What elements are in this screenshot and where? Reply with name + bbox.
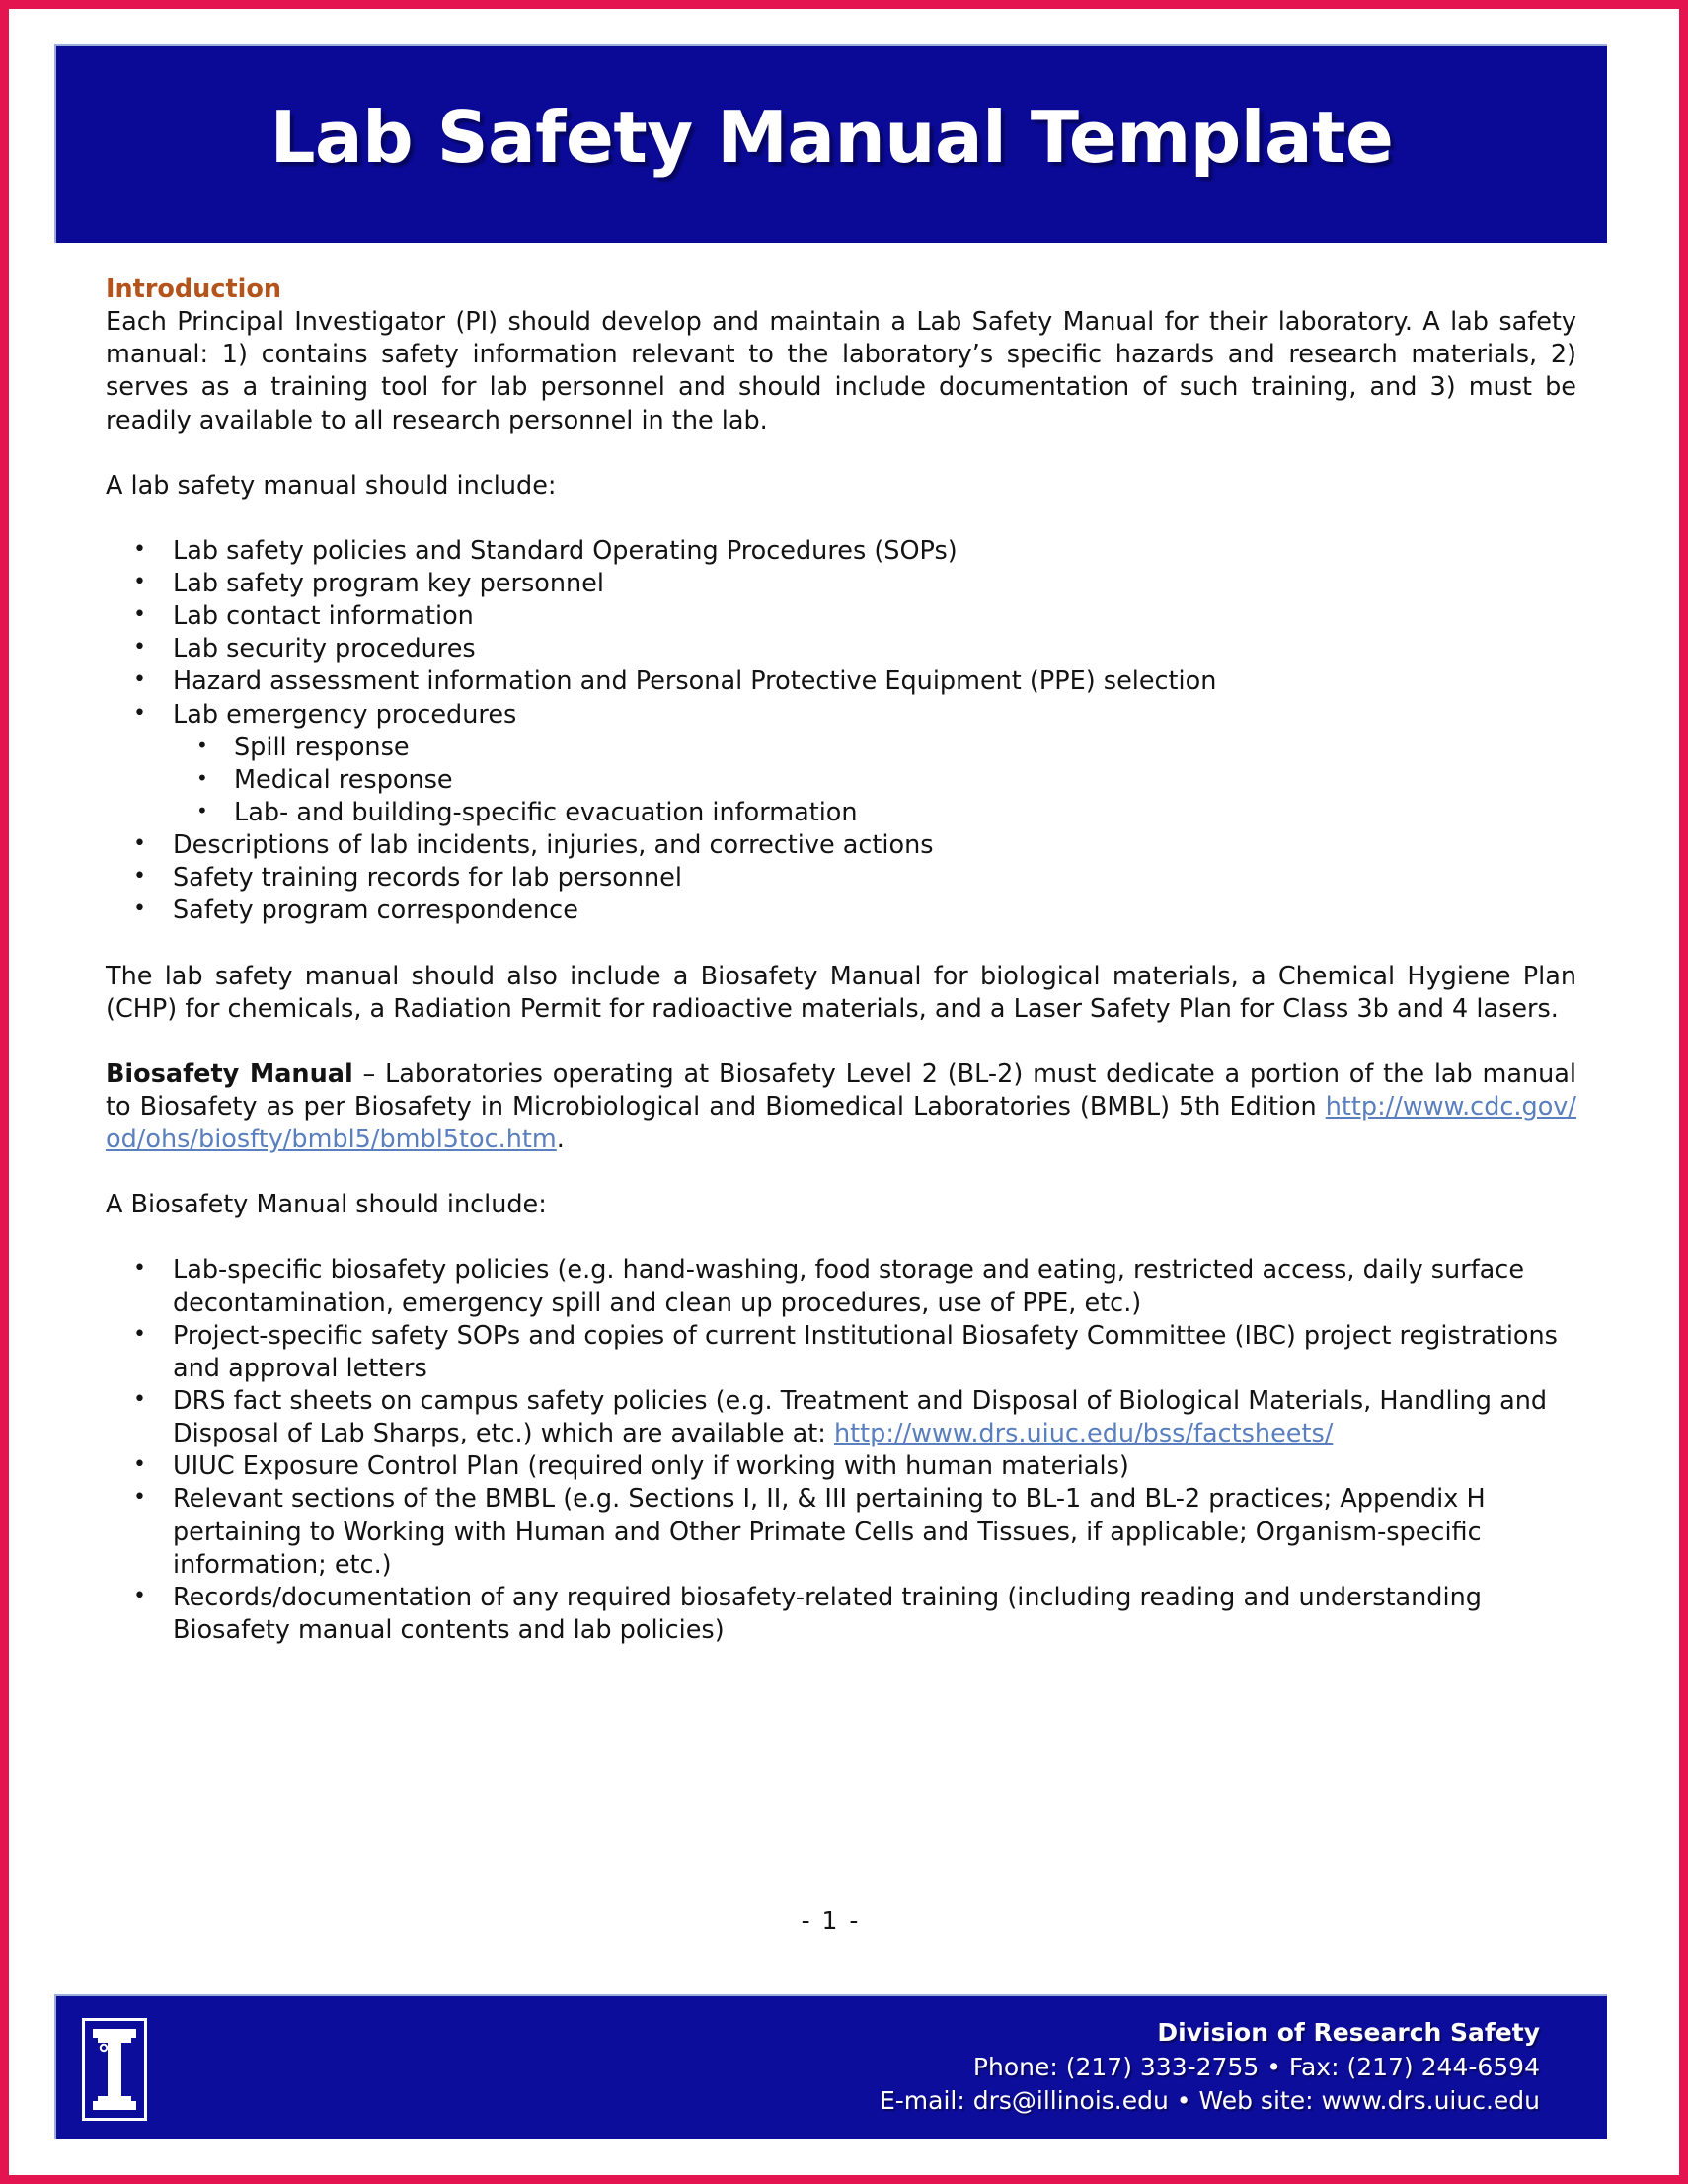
- biosafety-lead-in: A Biosafety Manual should include:: [106, 1190, 547, 1220]
- spacer: [106, 503, 1576, 535]
- bullet-glyph: •: [133, 1256, 146, 1282]
- spacer: [106, 1221, 1576, 1254]
- list-item-label: Relevant sections of the BMBL (e.g. Sections I, II, & III pertaining to BL-1 and BL-2 practices; Appendix H pertaining to Working with Human and Other Primate Cells and Tissues, if applicable; Organism-specific information; etc.): [173, 1484, 1486, 1580]
- list-item-label: Descriptions of lab incidents, injuries, and corrective actions: [173, 830, 934, 861]
- bullet-glyph: •: [133, 1452, 146, 1478]
- list-item-label: Lab emergency procedures: [173, 699, 517, 730]
- biosafety-manual-list: [106, 1254, 1576, 1647]
- bullet-glyph: •: [196, 733, 208, 757]
- list-item-label: Lab safety policies and Standard Operating Procedures (SOPs): [173, 535, 958, 566]
- list-item-label: UIUC Exposure Control Plan (required only if working with human materials): [173, 1451, 1129, 1482]
- list-item-label: Lab security procedures: [173, 634, 476, 664]
- sub-list-item: [173, 732, 1576, 764]
- list-item: [106, 1582, 1576, 1647]
- list-item-label: Safety program correspondence: [173, 896, 578, 926]
- list-item: [106, 1483, 1576, 1581]
- page-number: - 1 -: [801, 1907, 861, 1935]
- sub-list-item: [173, 764, 1576, 797]
- bullet-glyph: •: [133, 864, 146, 890]
- sub-list-item: [173, 797, 1576, 829]
- list-item: [106, 829, 1576, 862]
- footer-phone-fax: Phone: (217) 333-2755 • Fax: (217) 244-6594: [972, 2052, 1540, 2081]
- bullet-glyph: •: [133, 635, 146, 661]
- document-body: [106, 273, 1576, 1647]
- lab-safety-manual-list: [106, 535, 1576, 928]
- footer-email-web: E-mail: drs@illinois.edu • Web site: www.drs.uiuc.edu: [879, 2086, 1540, 2115]
- list-item-label: Lab contact information: [173, 601, 474, 632]
- bullet-glyph: •: [133, 602, 146, 628]
- list-item-label: [173, 1385, 1576, 1450]
- list-item: [106, 895, 1576, 927]
- list-item: [106, 568, 1576, 600]
- document-page: [54, 44, 1647, 2145]
- document-title: Lab Safety Manual Template: [269, 96, 1394, 179]
- introduction-paragraph: Each Principal Investigator (PI) should develop and maintain a Lab Safety Manual for their laboratory. A lab safety manual: 1) contains safety information relevant to the laboratory’s specific hazards and research materials, 2) serves as a training tool for lab personnel and should include documentation of such training, and 3) must be readily available to all research personnel in the lab.: [106, 307, 1576, 435]
- bullet-glyph: •: [133, 700, 146, 726]
- lab-emergency-procedures-sublist: [173, 732, 1576, 829]
- footer-band: [54, 1994, 1607, 2139]
- block-i-logo-icon: [82, 2018, 147, 2121]
- list-item: [106, 633, 1576, 665]
- list-item: [106, 1320, 1576, 1385]
- list-item: [106, 535, 1576, 568]
- title-banner: [54, 44, 1607, 243]
- list-item-label: Safety training records for lab personnel: [173, 863, 682, 894]
- list-item: [106, 600, 1576, 633]
- sub-list-item-label: Lab- and building-specific evacuation information: [234, 797, 858, 827]
- list-item: [106, 665, 1576, 698]
- spacer: [106, 437, 1576, 470]
- bullet-glyph: •: [133, 1485, 146, 1511]
- drs-factsheets-link[interactable]: http://www.drs.uiuc.edu/bss/factsheets/: [833, 1419, 1334, 1449]
- bullet-glyph: •: [133, 831, 146, 857]
- list-item-text: DRS fact sheets on campus safety policies (e.g. Treatment and Disposal of Biological Materials, Handling and Disposal of Lab Sharps, etc.) which are available at:: [173, 1385, 1548, 1449]
- list-item: [106, 1254, 1576, 1319]
- biosafety-manual-text: – Laboratories operating at Biosafety Level 2 (BL-2) must dedicate a portion of the lab manual to Biosafety as per Biosafety in Microbiological and Biomedical Laboratories (BMBL) 5th Edition: [106, 1058, 1577, 1122]
- bullet-glyph: •: [133, 1583, 146, 1608]
- bullet-glyph: •: [133, 897, 146, 922]
- spacer: [106, 1026, 1576, 1058]
- list-item-label: Records/documentation of any required biosafety-related training (including reading and understanding Biosafety manual contents and lab policies): [173, 1582, 1482, 1645]
- bullet-glyph: •: [133, 569, 146, 594]
- bullet-glyph: •: [196, 798, 208, 822]
- closing-paragraph: The lab safety manual should also include a Biosafety Manual for biological materials, a Chemical Hygiene Plan (CHP) for chemicals, a Radiation Permit for radioactive materials, and a Laser Safety Plan for Class 3b and 4 lasers.: [106, 961, 1576, 1024]
- footer-organization: Division of Research Safety: [1157, 2018, 1540, 2047]
- list-item-label: Project-specific safety SOPs and copies of current Institutional Biosafety Committee (IBC) project registrations and approval letters: [173, 1320, 1558, 1383]
- footer-contact-block: [880, 2016, 1540, 2119]
- spacer: [106, 928, 1576, 961]
- bullet-glyph: •: [196, 765, 208, 790]
- bullet-glyph: •: [133, 667, 146, 693]
- introduction-heading: Introduction: [106, 274, 282, 304]
- list-item-label: Lab-specific biosafety policies (e.g. hand-washing, food storage and eating, restricted access, daily surface decontamination, emergency spill and clean up procedures, use of PPE, etc.): [173, 1255, 1525, 1318]
- biosafety-manual-paragraph: [106, 1058, 1576, 1156]
- biosafety-manual-heading: Biosafety Manual: [106, 1058, 353, 1089]
- list-item: [106, 1385, 1576, 1450]
- bullet-glyph: •: [133, 1321, 146, 1347]
- introduction-lead-in: A lab safety manual should include:: [106, 470, 557, 501]
- list-item: [106, 699, 1576, 830]
- cdc-bmbl-link[interactable]: http://www.cdc.gov/od/ohs/biosfty/bmbl5/bmbl5toc.htm: [106, 1091, 1576, 1155]
- bullet-glyph: •: [133, 1386, 146, 1412]
- spacer: [106, 1156, 1576, 1189]
- list-item: [106, 862, 1576, 895]
- sentence-period: .: [556, 1125, 565, 1155]
- list-item-label: Hazard assessment information and Personal Protective Equipment (PPE) selection: [173, 666, 1217, 697]
- sub-list-item-label: Spill response: [234, 732, 410, 762]
- bullet-glyph: •: [133, 536, 146, 562]
- list-item: [106, 1450, 1576, 1483]
- sub-list-item-label: Medical response: [234, 764, 453, 795]
- list-item-label: Lab safety program key personnel: [173, 568, 604, 598]
